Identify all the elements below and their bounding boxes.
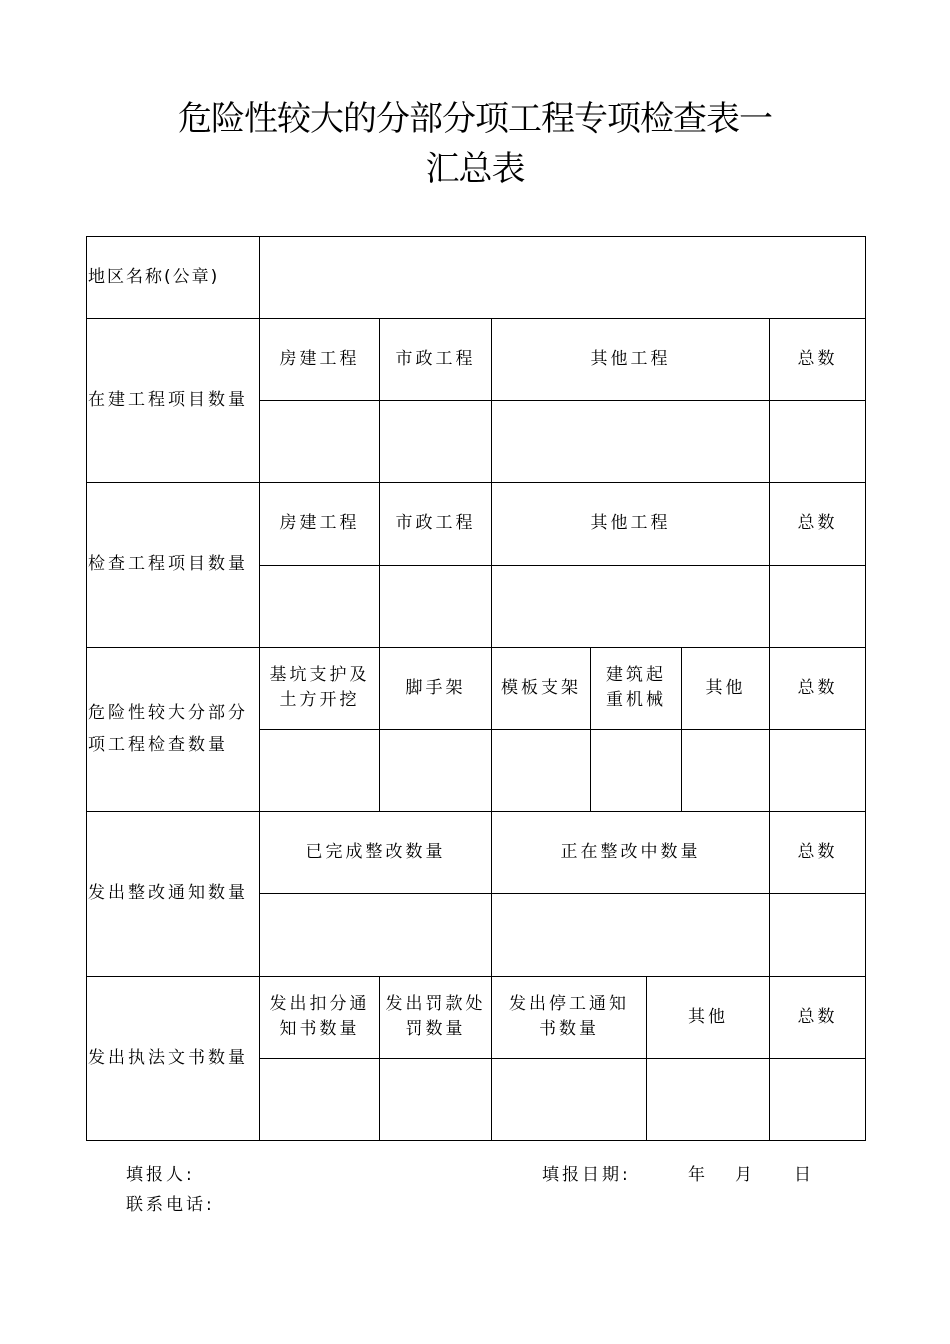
input-cell[interactable] (770, 730, 865, 811)
input-cell[interactable] (770, 1059, 865, 1140)
input-cell[interactable] (380, 730, 491, 811)
input-cell[interactable] (380, 1059, 491, 1140)
contact-phone-label: 联系电话: (126, 1195, 215, 1215)
input-cell[interactable] (682, 730, 769, 811)
input-cell[interactable] (770, 894, 865, 976)
header-total: 总数 (797, 677, 838, 698)
header-other-works: 其他工程 (590, 348, 671, 369)
input-cell[interactable] (770, 401, 865, 482)
input-cell[interactable] (492, 401, 769, 482)
summary-table (86, 236, 866, 1141)
reporter-label: 填报人: (126, 1165, 195, 1185)
input-cell[interactable] (380, 566, 491, 647)
header-municipal-works: 市政工程 (395, 348, 476, 369)
header-total: 总数 (797, 348, 838, 369)
header-other: 其他 (688, 1006, 728, 1027)
region-label: 地区名称(公章) (88, 266, 220, 287)
header-municipal-works: 市政工程 (395, 513, 476, 534)
input-cell[interactable] (492, 566, 769, 647)
form-subtitle: 汇总表 (425, 149, 525, 189)
fill-date-label: 填报日期: (542, 1165, 631, 1185)
table-border-bottom (86, 1140, 866, 1141)
input-cell[interactable] (380, 401, 491, 482)
input-cell[interactable] (492, 1059, 646, 1140)
enforcement-documents-label: 发出执法文书数量 (88, 1047, 248, 1068)
table-border-right (865, 236, 866, 1141)
input-cell[interactable] (260, 894, 491, 976)
header-building-works: 房建工程 (279, 348, 360, 369)
day-label: 日 (794, 1165, 814, 1185)
month-label: 月 (735, 1165, 755, 1185)
region-value-cell[interactable] (260, 236, 865, 318)
header-other: 其他 (705, 677, 746, 698)
year-label: 年 (688, 1165, 708, 1185)
input-cell[interactable] (260, 566, 379, 647)
input-cell[interactable] (260, 1059, 379, 1140)
inspected-projects-label: 检查工程项目数量 (88, 554, 248, 575)
input-cell[interactable] (260, 401, 379, 482)
input-cell[interactable] (591, 730, 681, 811)
header-lifting-machinery: 建筑起重机械 (606, 665, 666, 710)
input-cell[interactable] (260, 730, 379, 811)
header-other-works: 其他工程 (590, 513, 671, 534)
hazardous-works-label: 危险性较大分部分项工程检查数量 (88, 702, 248, 755)
input-cell[interactable] (492, 730, 590, 811)
header-total: 总数 (797, 513, 838, 534)
header-total: 总数 (797, 841, 838, 862)
header-excavation-support: 基坑支护及土方开挖 (269, 665, 370, 710)
header-ongoing-rectification: 正在整改中数量 (560, 841, 701, 862)
input-cell[interactable] (647, 1059, 769, 1140)
header-fine-penalty: 发出罚款处罚数量 (385, 994, 486, 1039)
header-formwork-support: 模板支架 (501, 677, 581, 698)
header-stop-work-notice: 发出停工通知书数量 (509, 994, 629, 1039)
header-point-deduction-notice: 发出扣分通知书数量 (269, 994, 370, 1039)
under-construction-label: 在建工程项目数量 (88, 389, 248, 410)
rectification-notices-label: 发出整改通知数量 (88, 883, 248, 904)
header-building-works: 房建工程 (279, 513, 360, 534)
input-cell[interactable] (770, 566, 865, 647)
form-title: 危险性较大的分部分项工程专项检查表一 (178, 99, 772, 139)
header-completed-rectification: 已完成整改数量 (305, 841, 446, 862)
header-total: 总数 (797, 1006, 838, 1027)
input-cell[interactable] (492, 894, 769, 976)
header-scaffolding: 脚手架 (405, 677, 466, 698)
